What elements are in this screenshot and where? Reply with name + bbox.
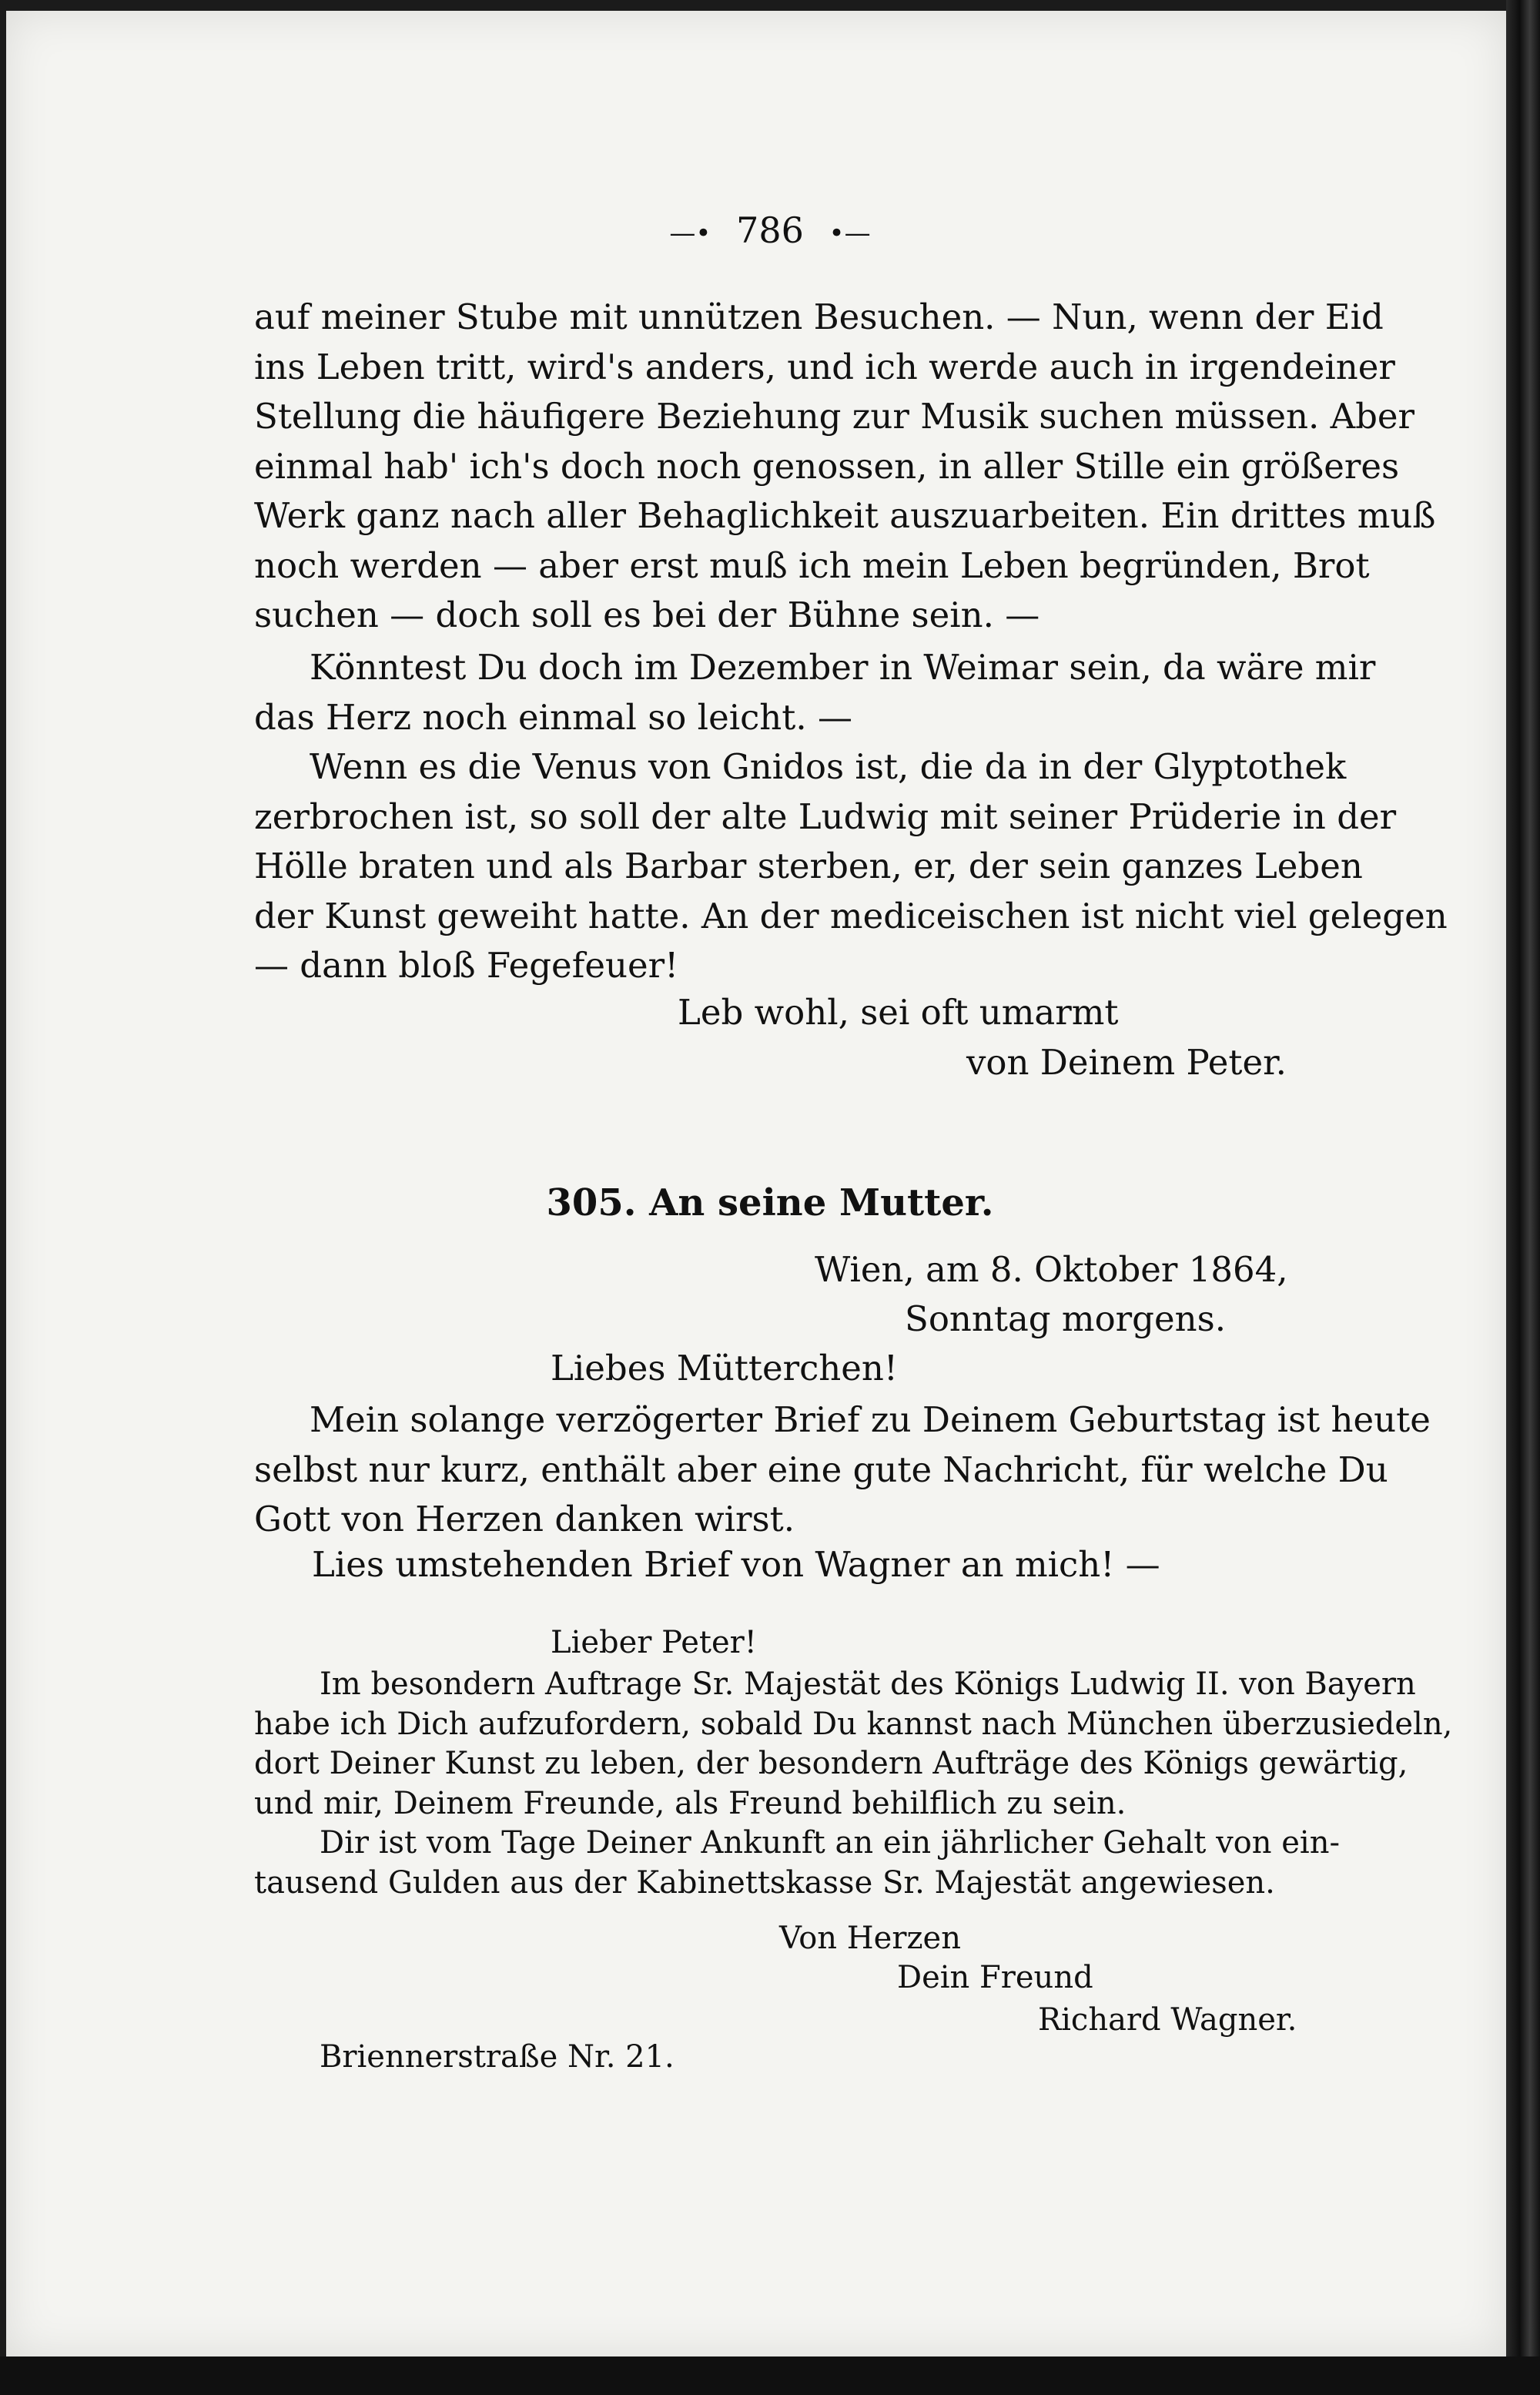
text-line: Dir ist vom Tage Deiner Ankunft an ein jährlicher Gehalt von ein-	[320, 1825, 1340, 1861]
text-line: Stellung die häufigere Beziehung zur Musik suchen müssen. Aber	[254, 396, 1415, 437]
text-line: selbst nur kurz, enthält aber eine gute Nachricht, für welche Du	[254, 1449, 1388, 1490]
text-line: das Herz noch einmal so leicht. —	[254, 696, 852, 738]
text-line: — dann bloß Fegefeuer!	[254, 945, 679, 986]
text-line: habe ich Dich aufzufordern, sobald Du kannst nach München überzusiedeln,	[254, 1706, 1453, 1742]
ornament-right-icon: •—	[829, 218, 871, 249]
date-line-2: Sonntag morgens.	[905, 1298, 1226, 1339]
text-line: Wenn es die Venus von Gnidos ist, die da in der Glyptothek	[310, 746, 1347, 787]
text-line: dort Deiner Kunst zu leben, der besondern Aufträge des Königs gewärtig,	[254, 1746, 1408, 1781]
text-line: Werk ganz nach aller Behaglichkeit auszuarbeiten. Ein drittes muß	[254, 495, 1436, 536]
text-line: und mir, Deinem Freunde, als Freund behilflich zu sein.	[254, 1785, 1127, 1821]
address-line: Briennerstraße Nr. 21.	[320, 2039, 675, 2075]
page-number: 786	[736, 209, 804, 251]
text-line: der Kunst geweiht hatte. An der mediceischen ist nicht viel gelegen	[254, 895, 1448, 936]
text-line: auf meiner Stube mit unnützen Besuchen. — Nun, wenn der Eid	[254, 296, 1384, 337]
ornament-left-icon: —•	[669, 218, 711, 249]
text-line: ins Leben tritt, wird's anders, und ich werde auch in irgendeiner	[254, 346, 1395, 387]
inner-closing: Von Herzen	[779, 1921, 961, 1956]
paragraph-5: Lies umstehenden Brief von Wagner an mich! —	[312, 1544, 1160, 1585]
date-line: Wien, am 8. Oktober 1864,	[815, 1249, 1288, 1290]
text-line: zerbrochen ist, so soll der alte Ludwig mit seiner Prüderie in der	[254, 796, 1397, 837]
inner-signature: Richard Wagner.	[1038, 2002, 1297, 2038]
paragraph-4	[254, 1395, 1431, 1545]
salutation: Liebes Mütterchen!	[551, 1348, 898, 1388]
text-line: Im besondern Auftrage Sr. Majestät des Königs Ludwig II. von Bayern	[320, 1666, 1416, 1702]
text-line: tausend Gulden aus der Kabinettskasse Sr. Majestät angewiesen.	[254, 1864, 1275, 1901]
text-line: einmal hab' ich's doch noch genossen, in aller Stille ein größeres	[254, 445, 1400, 487]
page-number-line	[0, 209, 1540, 251]
closing-line: Leb wohl, sei oft umarmt	[678, 992, 1119, 1033]
paragraph-2	[254, 643, 1376, 742]
inner-closing-2: Dein Freund	[897, 1960, 1093, 1995]
inner-salutation: Lieber Peter!	[551, 1625, 757, 1660]
paragraph-1	[254, 293, 1436, 641]
text-line: suchen — doch soll es bei der Bühne sein. —	[254, 595, 1040, 635]
closing-signature: von Deinem Peter.	[966, 1042, 1287, 1083]
letter-heading: 305. An seine Mutter.	[546, 1181, 994, 1224]
page-edge-bottom	[0, 2356, 1540, 2395]
text-line: Gott von Herzen danken wirst.	[254, 1499, 795, 1539]
text-line: Mein solange verzögerter Brief zu Deinem Geburtstag ist heute	[310, 1399, 1431, 1440]
text-line: noch werden — aber erst muß ich mein Leben begründen, Brot	[254, 544, 1370, 586]
inner-paragraph-2	[254, 1824, 1340, 1903]
text-line: Hölle braten und als Barbar sterben, er, der sein ganzes Leben	[254, 846, 1363, 886]
text-line: Könntest Du doch im Dezember in Weimar sein, da wäre mir	[310, 647, 1376, 688]
inner-paragraph-1	[254, 1665, 1453, 1824]
paragraph-3	[254, 742, 1448, 991]
